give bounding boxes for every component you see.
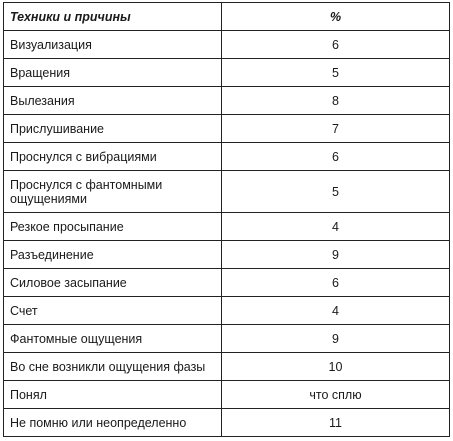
table-row [4, 269, 450, 297]
table-row [4, 353, 450, 381]
table-row [4, 241, 450, 269]
row-label: Вылезания [4, 87, 222, 115]
header-row [4, 3, 450, 31]
row-label: Проснулся с фантомными ощущениями [4, 171, 222, 213]
techniques-table [3, 2, 450, 437]
row-value: 6 [222, 269, 450, 297]
table-row [4, 381, 450, 409]
row-label: Счет [4, 297, 222, 325]
table-row [4, 213, 450, 241]
table-row [4, 409, 450, 437]
row-value: 9 [222, 325, 450, 353]
table-row [4, 171, 450, 213]
header-percent: % [222, 3, 450, 31]
row-label: Силовое засыпание [4, 269, 222, 297]
table-row [4, 59, 450, 87]
row-value: 9 [222, 241, 450, 269]
row-label: Резкое просыпание [4, 213, 222, 241]
row-label: Разъединение [4, 241, 222, 269]
row-value: 7 [222, 115, 450, 143]
row-value: 6 [222, 31, 450, 59]
row-value: что сплю [222, 381, 450, 409]
table-row [4, 115, 450, 143]
row-value: 10 [222, 353, 450, 381]
row-label: Фантомные ощущения [4, 325, 222, 353]
row-value: 5 [222, 171, 450, 213]
table-row [4, 143, 450, 171]
row-label: Визуализация [4, 31, 222, 59]
row-label: Понял [4, 381, 222, 409]
table-row [4, 31, 450, 59]
row-label: Во сне возникли ощущения фазы [4, 353, 222, 381]
row-label: Прислушивание [4, 115, 222, 143]
table-row [4, 325, 450, 353]
row-value: 5 [222, 59, 450, 87]
table-row [4, 297, 450, 325]
row-label: Вращения [4, 59, 222, 87]
row-value: 11 [222, 409, 450, 437]
row-value: 4 [222, 297, 450, 325]
header-techniques: Техники и причины [4, 3, 222, 31]
table-row [4, 87, 450, 115]
row-label: Не помню или неопределенно [4, 409, 222, 437]
row-value: 6 [222, 143, 450, 171]
row-value: 4 [222, 213, 450, 241]
row-label: Проснулся с вибрациями [4, 143, 222, 171]
row-value: 8 [222, 87, 450, 115]
